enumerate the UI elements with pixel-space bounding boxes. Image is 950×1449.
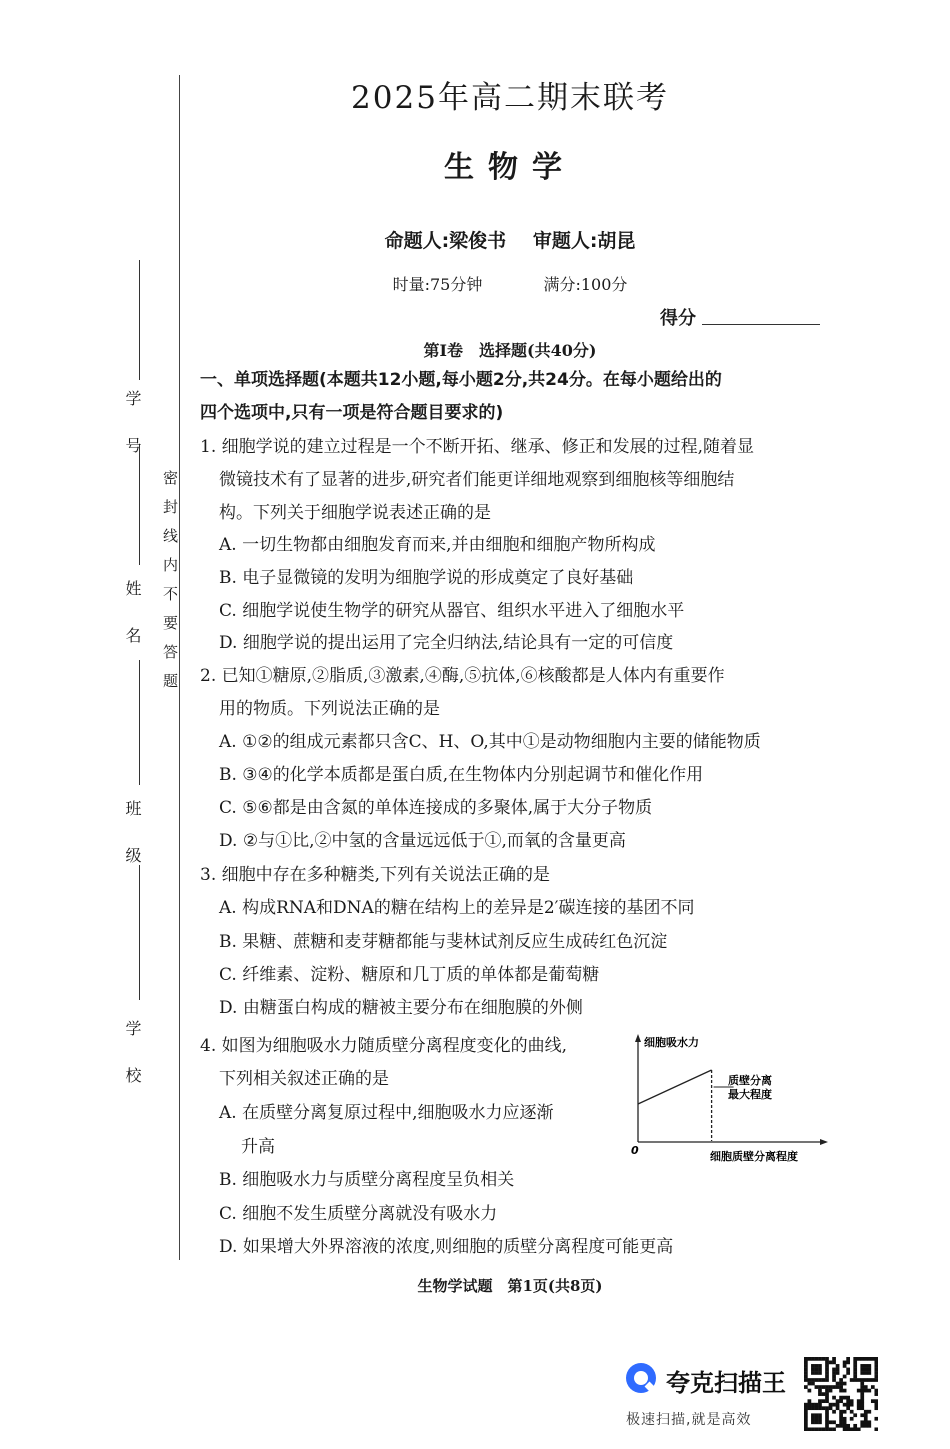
qr-module — [818, 1371, 822, 1375]
qr-module — [825, 1371, 829, 1375]
qr-module — [864, 1368, 868, 1372]
question-3-option-c: C. 纤维素、淀粉、糖原和几丁质的单体都是葡萄糖 — [219, 965, 600, 985]
qr-module — [811, 1406, 815, 1410]
qr-module — [829, 1389, 833, 1393]
qr-module — [808, 1399, 812, 1403]
qr-module — [874, 1406, 878, 1410]
qr-module — [874, 1392, 878, 1396]
qr-module — [836, 1403, 840, 1407]
qr-module — [822, 1427, 826, 1431]
score-fill-line[interactable] — [702, 324, 820, 325]
qr-module — [804, 1375, 808, 1379]
qr-module — [804, 1364, 808, 1368]
qr-module — [832, 1427, 836, 1431]
qr-module — [846, 1371, 850, 1375]
exam-info — [180, 272, 840, 295]
question-4-option-b: B. 细胞吸水力与质壁分离程度呈负相关 — [219, 1170, 515, 1190]
annotation-text: 最大程度 — [728, 1088, 772, 1101]
qr-module — [825, 1361, 829, 1365]
qr-module — [804, 1417, 808, 1421]
qr-module — [818, 1413, 822, 1417]
full-score: 满分:100分 — [543, 275, 628, 294]
qr-module — [857, 1378, 861, 1382]
id-label: 学 号 — [123, 390, 142, 459]
qr-module — [815, 1371, 819, 1375]
qr-module — [825, 1389, 829, 1393]
qr-module — [811, 1364, 815, 1368]
qr-module — [864, 1424, 868, 1428]
qr-module — [818, 1357, 822, 1361]
question-3-stem: 3. 细胞中存在多种糖类,下列有关说法正确的是 — [200, 865, 551, 885]
qr-module — [825, 1417, 829, 1421]
qr-module — [846, 1403, 850, 1407]
qr-module — [832, 1403, 836, 1407]
qr-module — [832, 1375, 836, 1379]
origin-label: 0 — [631, 1144, 639, 1157]
qr-module — [825, 1399, 829, 1403]
qr-module — [829, 1361, 833, 1365]
question-4-option-d: D. 如果增大外界溶液的浓度,则细胞的质壁分离程度可能更高 — [219, 1237, 674, 1257]
qr-module — [815, 1385, 819, 1389]
qr-module — [811, 1420, 815, 1424]
qr-module — [860, 1413, 864, 1417]
qr-module — [860, 1392, 864, 1396]
qr-module — [804, 1361, 808, 1365]
page-footer: 生物学试题 第1页(共8页) — [417, 1277, 603, 1295]
qr-module — [839, 1396, 843, 1400]
qr-module — [832, 1420, 836, 1424]
question-2-stem: 2. 已知①糖原,②脂质,③激素,④酶,⑤抗体,⑥核酸都是人体内有重要作 — [200, 666, 725, 686]
section-heading: 四个选项中,只有一项是符合题目要求的) — [200, 403, 504, 423]
qr-module — [853, 1368, 857, 1372]
qr-module — [825, 1424, 829, 1428]
qr-module — [836, 1364, 840, 1368]
qr-module — [874, 1427, 878, 1431]
qr-module — [867, 1410, 871, 1414]
name-fill-line[interactable] — [139, 445, 140, 565]
qr-module — [860, 1389, 864, 1393]
qr-module — [860, 1378, 864, 1382]
qr-module — [860, 1364, 864, 1368]
qr-module — [818, 1364, 822, 1368]
volume-title: 第Ⅰ卷 选择题(共40分) — [423, 341, 597, 360]
qr-module — [832, 1371, 836, 1375]
qr-module — [874, 1368, 878, 1372]
qr-module — [818, 1378, 822, 1382]
qr-module — [867, 1371, 871, 1375]
qr-module — [853, 1427, 857, 1431]
qr-module — [832, 1357, 836, 1361]
curve-rising — [638, 1070, 712, 1104]
qr-module — [839, 1417, 843, 1421]
qr-module — [850, 1378, 854, 1382]
qr-module — [843, 1364, 847, 1368]
qr-module — [815, 1403, 819, 1407]
qr-module — [804, 1413, 808, 1417]
qr-module — [832, 1396, 836, 1400]
qr-module — [829, 1385, 833, 1389]
qr-module — [825, 1420, 829, 1424]
qr-module — [850, 1399, 854, 1403]
qr-module — [825, 1368, 829, 1372]
qr-module — [850, 1410, 854, 1414]
qr-module — [818, 1399, 822, 1403]
qr-module — [825, 1364, 829, 1368]
qr-module — [857, 1389, 861, 1393]
qr-module — [825, 1410, 829, 1414]
qr-module — [839, 1382, 843, 1386]
qr-module — [864, 1371, 868, 1375]
qr-module — [850, 1427, 854, 1431]
qr-module — [811, 1368, 815, 1372]
qr-module — [853, 1413, 857, 1417]
qr-module — [864, 1410, 868, 1414]
qr-module — [822, 1406, 826, 1410]
qr-module — [811, 1357, 815, 1361]
qr-module — [836, 1399, 840, 1403]
x-axis-arrow-icon — [820, 1139, 828, 1145]
qr-module — [874, 1417, 878, 1421]
question-3-option-d: D. 由糖蛋白构成的糖被主要分布在细胞膜的外侧 — [219, 998, 583, 1018]
qr-module — [808, 1389, 812, 1393]
qr-module — [867, 1368, 871, 1372]
qr-module — [839, 1399, 843, 1403]
qr-module — [853, 1424, 857, 1428]
qr-module — [818, 1406, 822, 1410]
school-label: 学 校 — [123, 1020, 142, 1089]
qr-module — [829, 1420, 833, 1424]
authors — [180, 226, 840, 253]
qr-module — [860, 1396, 864, 1400]
question-4-option-c: C. 细胞不发生质壁分离就没有吸水力 — [219, 1204, 498, 1224]
qr-module — [843, 1361, 847, 1365]
qr-module — [804, 1385, 808, 1389]
qr-module — [860, 1424, 864, 1428]
annotation-text: 质壁分离 — [728, 1074, 772, 1087]
qr-module — [843, 1424, 847, 1428]
question-2-option-c: C. ⑤⑥都是由含氮的单体连接成的多聚体,属于大分子物质 — [219, 798, 653, 818]
qr-module — [804, 1371, 808, 1375]
qr-module — [839, 1424, 843, 1428]
question-4-stem: 4. 如图为细胞吸水力随质壁分离程度变化的曲线, — [200, 1036, 568, 1056]
qr-module — [808, 1382, 812, 1386]
qr-module — [853, 1375, 857, 1379]
qr-module — [871, 1399, 875, 1403]
qr-module — [818, 1389, 822, 1393]
qr-module — [871, 1385, 875, 1389]
qr-module — [846, 1396, 850, 1400]
qr-module — [825, 1406, 829, 1410]
question-3-option-a: A. 构成RNA和DNA的糖在结构上的差异是2′碳连接的基团不同 — [219, 898, 695, 918]
qr-module — [843, 1417, 847, 1421]
question-2-option-d: D. ②与①比,②中氢的含量远远低于①,而氧的含量更高 — [219, 831, 626, 851]
reviewer: 审题人:胡昆 — [532, 230, 636, 252]
qr-module — [822, 1378, 826, 1382]
qr-module — [864, 1364, 868, 1368]
qr-module — [853, 1371, 857, 1375]
qr-module — [825, 1378, 829, 1382]
qr-module — [874, 1378, 878, 1382]
qr-module — [811, 1427, 815, 1431]
qr-module — [843, 1420, 847, 1424]
qr-module — [832, 1368, 836, 1372]
qr-module — [853, 1361, 857, 1365]
qr-module — [867, 1389, 871, 1393]
qr-module — [818, 1427, 822, 1431]
score-label: 得分 — [660, 308, 696, 329]
qr-module — [836, 1382, 840, 1386]
qr-module — [804, 1406, 808, 1410]
qr-module — [811, 1371, 815, 1375]
qr-module — [860, 1357, 864, 1361]
question-4-option-a: A. 在质壁分离复原过程中,细胞吸水力应逐渐 — [219, 1103, 554, 1123]
duration: 时量:75分钟 — [392, 275, 483, 294]
qr-module — [846, 1368, 850, 1372]
qr-module — [825, 1427, 829, 1431]
qr-module — [815, 1378, 819, 1382]
exam-title: 2025年高二期末联考 — [351, 80, 669, 116]
qr-module — [864, 1357, 868, 1361]
question-2-option-b: B. ③④的化学本质都是蛋白质,在生物体内分别起调节和催化作用 — [219, 765, 704, 785]
qr-module — [871, 1378, 875, 1382]
qr-module — [853, 1357, 857, 1361]
qr-module — [822, 1392, 826, 1396]
qr-module — [839, 1385, 843, 1389]
qr-module — [836, 1385, 840, 1389]
qr-module — [811, 1378, 815, 1382]
qr-module — [822, 1357, 826, 1361]
qr-module — [839, 1378, 843, 1382]
name-label: 姓 名 — [123, 580, 142, 649]
qr-module — [808, 1406, 812, 1410]
qr-module — [822, 1385, 826, 1389]
question-3-option-b: B. 果糖、蔗糖和麦芽糖都能与斐林试剂反应生成砖红色沉淀 — [219, 932, 668, 952]
qr-module — [815, 1417, 819, 1421]
qr-module — [818, 1368, 822, 1372]
qr-module — [829, 1403, 833, 1407]
qr-module — [867, 1378, 871, 1382]
qr-module — [808, 1427, 812, 1431]
qr-module — [846, 1424, 850, 1428]
qr-module — [815, 1420, 819, 1424]
qr-module — [874, 1389, 878, 1393]
qr-module — [815, 1406, 819, 1410]
qr-module — [846, 1427, 850, 1431]
qr-module — [804, 1427, 808, 1431]
qr-module — [846, 1399, 850, 1403]
class-fill-line[interactable] — [139, 660, 140, 785]
qr-module — [832, 1410, 836, 1414]
qr-module — [846, 1361, 850, 1365]
qr-module — [811, 1413, 815, 1417]
qr-module — [850, 1417, 854, 1421]
qr-module — [860, 1368, 864, 1372]
qr-module — [853, 1364, 857, 1368]
section-heading: 一、单项选择题(本题共12小题,每小题2分,共24分。在每小题给出的 — [200, 370, 722, 390]
qr-module — [860, 1371, 864, 1375]
qr-module — [857, 1403, 861, 1407]
qr-module — [860, 1403, 864, 1407]
qr-module — [829, 1406, 833, 1410]
qr-module — [804, 1403, 808, 1407]
subject-title: 生物学 — [444, 150, 576, 185]
question-1-option-d: D. 细胞学说的提出运用了完全归纳法,结论具有一定的可信度 — [219, 633, 674, 653]
question-4-stem: 下列相关叙述正确的是 — [219, 1069, 389, 1089]
qr-module — [843, 1410, 847, 1414]
x-axis-label: 细胞质壁分离程度 — [710, 1150, 798, 1163]
qr-module — [846, 1406, 850, 1410]
qr-module — [864, 1378, 868, 1382]
qr-module — [836, 1371, 840, 1375]
qr-module — [857, 1357, 861, 1361]
qr-module — [843, 1427, 847, 1431]
qr-module — [843, 1403, 847, 1407]
qr-module — [808, 1378, 812, 1382]
qr-module — [864, 1417, 868, 1421]
qr-module — [874, 1364, 878, 1368]
qr-module — [818, 1385, 822, 1389]
qr-module — [825, 1396, 829, 1400]
qr-module — [871, 1357, 875, 1361]
qr-module — [839, 1413, 843, 1417]
qr-module — [818, 1392, 822, 1396]
qr-module — [846, 1357, 850, 1361]
qr-module — [874, 1403, 878, 1407]
qr-module — [839, 1420, 843, 1424]
question-1-option-a: A. 一切生物都由细胞发育而来,并由细胞和细胞产物所构成 — [219, 535, 656, 555]
qr-module — [818, 1417, 822, 1421]
qr-module — [860, 1385, 864, 1389]
qr-module — [818, 1403, 822, 1407]
y-axis-label: 细胞吸水力 — [644, 1036, 699, 1049]
qr-module — [804, 1424, 808, 1428]
qr-module — [804, 1368, 808, 1372]
qr-module — [867, 1364, 871, 1368]
question-1-stem: 微镜技术有了显著的进步,研究者们能更详细地观察到细胞核等细胞结 — [219, 470, 735, 490]
qr-module — [843, 1396, 847, 1400]
question-4-option-a: 升高 — [241, 1137, 275, 1157]
qr-module — [811, 1417, 815, 1421]
qr-module — [867, 1357, 871, 1361]
qr-module — [864, 1420, 868, 1424]
class-label: 班 级 — [123, 800, 142, 869]
qr-module — [825, 1385, 829, 1389]
qr-module — [815, 1368, 819, 1372]
qr-module — [825, 1375, 829, 1379]
qr-module — [874, 1357, 878, 1361]
brand-name: 夸克扫描王 — [666, 1369, 786, 1397]
qr-module — [850, 1403, 854, 1407]
qr-module — [832, 1378, 836, 1382]
qr-module — [864, 1385, 868, 1389]
id-fill-line[interactable] — [139, 260, 140, 380]
y-axis-arrow-icon — [635, 1034, 641, 1042]
brand-slogan: 极速扫描,就是高效 — [626, 1412, 752, 1428]
qr-module — [808, 1403, 812, 1407]
qr-module — [843, 1389, 847, 1393]
qr-module — [815, 1357, 819, 1361]
qr-module — [864, 1413, 868, 1417]
qr-module — [836, 1406, 840, 1410]
qr-module — [822, 1399, 826, 1403]
qr-module — [829, 1427, 833, 1431]
quark-logo-icon — [624, 1361, 658, 1395]
qr-code-icon — [804, 1357, 878, 1431]
qr-module — [808, 1357, 812, 1361]
qr-module — [832, 1385, 836, 1389]
qr-module — [839, 1389, 843, 1393]
school-fill-line[interactable] — [139, 865, 140, 1000]
qr-module — [867, 1424, 871, 1428]
qr-module — [818, 1420, 822, 1424]
qr-module — [804, 1420, 808, 1424]
qr-module — [860, 1420, 864, 1424]
qr-module — [843, 1375, 847, 1379]
qr-module — [804, 1357, 808, 1361]
qr-module — [853, 1378, 857, 1382]
question-2-stem: 用的物质。下列说法正确的是 — [219, 699, 440, 719]
setter: 命题人:梁俊书 — [384, 230, 507, 252]
qr-module — [825, 1413, 829, 1417]
qr-module — [860, 1399, 864, 1403]
question-1-option-c: C. 细胞学说使生物学的研究从器官、组织水平进入了细胞水平 — [219, 601, 685, 621]
qr-module — [857, 1399, 861, 1403]
qr-module — [804, 1410, 808, 1414]
water-absorption-chart — [628, 1030, 832, 1170]
qr-module — [832, 1361, 836, 1365]
qr-module — [874, 1375, 878, 1379]
qr-module — [839, 1410, 843, 1414]
qr-module — [843, 1382, 847, 1386]
qr-module — [857, 1406, 861, 1410]
qr-module — [836, 1368, 840, 1372]
qr-module — [864, 1389, 868, 1393]
qr-module — [874, 1361, 878, 1365]
qr-module — [811, 1403, 815, 1407]
qr-module — [857, 1427, 861, 1431]
question-1-option-b: B. 电子显微镜的发明为细胞学说的形成奠定了良好基础 — [219, 568, 634, 588]
question-1-stem: 1. 细胞学说的建立过程是一个不断开拓、继承、修正和发展的过程,随着显 — [200, 437, 755, 457]
qr-module — [860, 1406, 864, 1410]
seal-warning: 密封线内不要答题 — [161, 470, 179, 702]
qr-module — [815, 1413, 819, 1417]
qr-module — [804, 1378, 808, 1382]
qr-module — [815, 1364, 819, 1368]
qr-module — [874, 1399, 878, 1403]
qr-module — [825, 1392, 829, 1396]
qr-module — [867, 1420, 871, 1424]
qr-module — [815, 1427, 819, 1431]
qr-module — [874, 1371, 878, 1375]
qr-module — [836, 1424, 840, 1428]
qr-module — [825, 1357, 829, 1361]
question-1-stem: 构。下列关于细胞学说表述正确的是 — [219, 503, 491, 523]
question-2-option-a: A. ①②的组成元素都只含C、H、O,其中①是动物细胞内主要的储能物质 — [219, 732, 761, 752]
qr-module — [811, 1382, 815, 1386]
qr-module — [860, 1382, 864, 1386]
